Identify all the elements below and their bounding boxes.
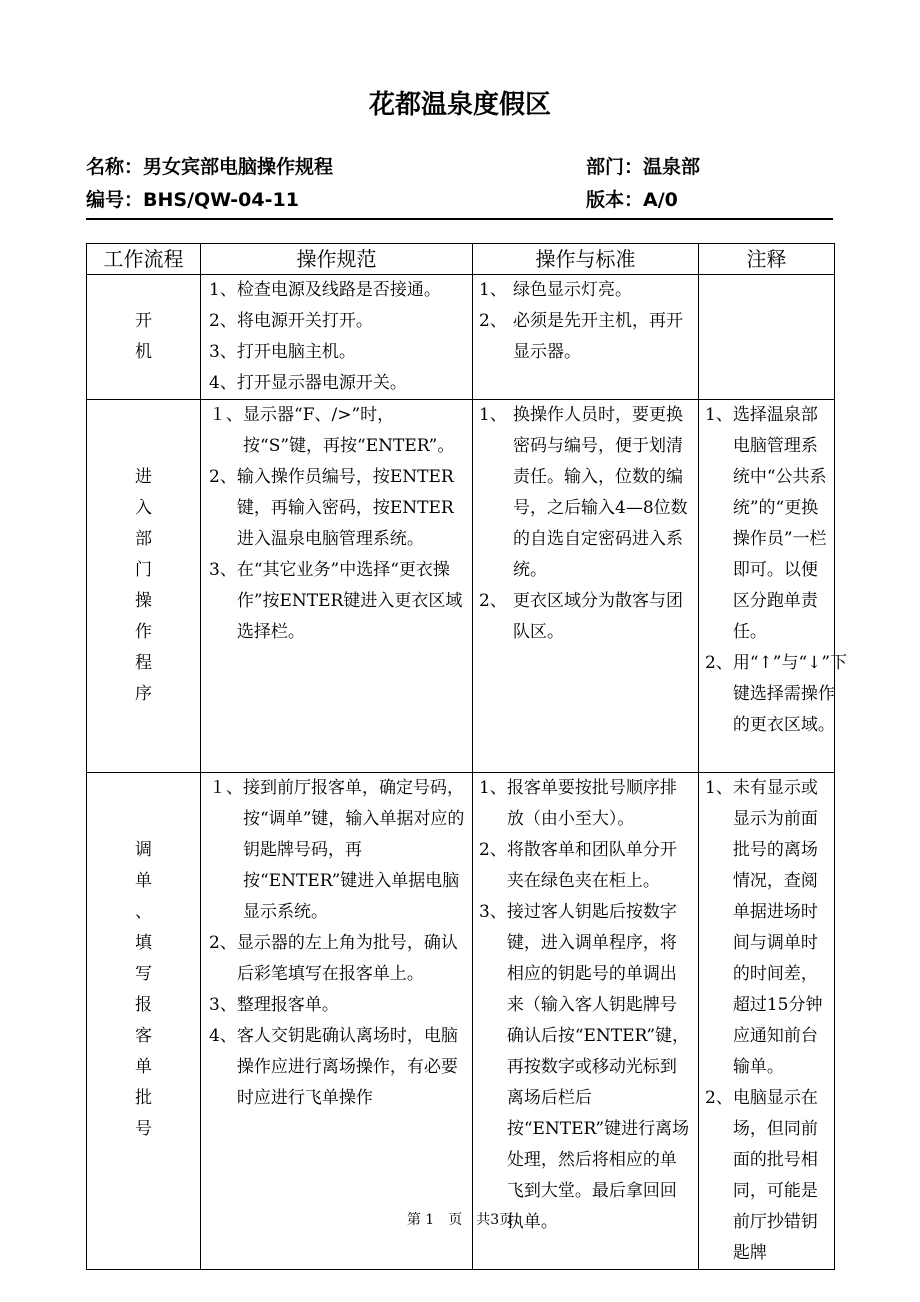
item-text: 检查电源及线路是否接通。	[236, 280, 441, 300]
department-label: 部门：	[586, 156, 644, 178]
item-number: １、	[209, 778, 243, 798]
doc-name-value: 男女宾部电脑操作规程	[143, 156, 334, 178]
table-header-row	[87, 244, 835, 275]
list-item	[209, 400, 466, 462]
item-number: 2、	[209, 933, 237, 953]
item-text: 报客单要按批号顺序排放（由小至大）。	[506, 778, 677, 829]
list-item	[705, 400, 828, 648]
item-text: 选择温泉部电脑管理系统中“公共系统”的“更换操作员”一栏即可。以便区分跑单责任。	[732, 405, 827, 642]
list-item	[705, 648, 848, 741]
item-text: 用“↑”与“↓”下键选择需操作的更衣区域。	[732, 653, 848, 735]
doc-version	[586, 185, 678, 212]
process-char: 部	[135, 529, 152, 549]
process-char: 开	[135, 311, 152, 331]
process-char: 客	[135, 1026, 152, 1046]
process-char: 写	[135, 964, 152, 984]
item-text: 绿色显示灯亮。	[513, 280, 632, 300]
item-text: 必须是先开主机，再开显示器。	[513, 311, 683, 362]
item-text: 整理报客单。	[236, 995, 339, 1015]
item-number: 2、	[209, 311, 237, 331]
list-item	[479, 773, 692, 835]
process-char: 、	[135, 902, 152, 922]
table-row	[87, 275, 835, 400]
process-char: 单	[135, 1057, 152, 1077]
column-header-standard: 操作与标准	[473, 244, 699, 275]
list-item	[209, 1021, 466, 1114]
list-item	[479, 835, 692, 897]
spec-cell	[201, 275, 473, 400]
list-item	[479, 586, 692, 648]
item-number: 3、	[209, 995, 237, 1015]
process-cell	[87, 773, 201, 1270]
notes-cell	[699, 275, 835, 400]
spec-cell	[201, 400, 473, 773]
notes-cell	[699, 400, 848, 773]
item-number: 2、	[479, 591, 507, 611]
list-item	[209, 990, 466, 1021]
item-text: 显示器的左上角为批号，确认后彩笔填写在报客单上。	[236, 933, 458, 984]
process-char: 门	[135, 560, 152, 580]
item-text: 电脑显示在场，但同前面的批号相同，可能是前厅抄错钥匙牌	[732, 1088, 818, 1263]
list-item	[479, 275, 692, 306]
item-text: 在“其它业务”中选择“更衣操作”按ENTER键进入更衣区域选择栏。	[236, 560, 463, 642]
standard-cell	[473, 773, 699, 1270]
item-text: 显示器“F、/>”时，按“S”键，再按“ENTER”。	[243, 405, 455, 456]
spec-cell	[201, 773, 473, 1270]
item-text: 客人交钥匙确认离场时，电脑操作应进行离场操作，有必要时应进行飞单操作	[236, 1026, 458, 1108]
process-char: 操	[135, 591, 152, 611]
process-char: 进	[135, 467, 152, 487]
item-text: 打开显示器电源开关。	[236, 373, 407, 393]
item-number: 1、	[209, 280, 237, 300]
process-char: 调	[135, 840, 152, 860]
list-item	[209, 462, 466, 555]
list-item	[705, 1083, 828, 1269]
item-text: 将电源开关打开。	[236, 311, 373, 331]
item-number: 1、	[705, 778, 733, 798]
item-number: 2、	[209, 467, 237, 487]
doc-version-label: 版本：	[586, 189, 644, 211]
item-text: 接到前厅报客单，确定号码，按“调单”键，输入单据对应的钥匙牌号码，再按“ENTER”键进入单据电脑显示系统。	[243, 778, 465, 922]
item-number: 2、	[479, 840, 507, 860]
list-item	[209, 337, 466, 368]
item-text: 打开电脑主机。	[236, 342, 356, 362]
item-number: 1、	[479, 280, 507, 300]
column-header-spec: 操作规范	[201, 244, 473, 275]
item-number: 1、	[479, 405, 507, 425]
process-char: 填	[135, 933, 152, 953]
item-number: 3、	[209, 342, 237, 362]
list-item	[209, 928, 466, 990]
department	[586, 152, 700, 179]
list-item	[209, 368, 466, 399]
department-value: 温泉部	[643, 156, 701, 178]
doc-code-label: 编号：	[86, 189, 144, 211]
table-row	[87, 400, 835, 773]
item-text: 更衣区域分为散客与团队区。	[513, 591, 683, 642]
process-char: 报	[135, 995, 152, 1015]
list-item	[479, 897, 692, 1238]
column-header-process: 工作流程	[87, 244, 201, 275]
procedure-table	[86, 243, 848, 1270]
item-number: 1、	[705, 405, 733, 425]
table-row	[87, 773, 835, 1270]
doc-code-value: BHS/QW-04-11	[143, 189, 299, 211]
doc-name	[86, 152, 333, 179]
list-item	[209, 275, 466, 306]
process-char: 序	[135, 684, 152, 704]
process-cell	[87, 275, 201, 400]
item-number: 4、	[209, 1026, 237, 1046]
list-item	[209, 306, 466, 337]
doc-version-value: A/0	[643, 189, 678, 211]
process-char: 程	[135, 653, 152, 673]
item-number: 3、	[479, 902, 507, 922]
process-char: 入	[135, 498, 152, 518]
item-text: 输入操作员编号，按ENTER键，再输入密码，按ENTER进入温泉电脑管理系统。	[236, 467, 454, 549]
list-item	[705, 773, 828, 1083]
doc-name-label: 名称：	[86, 156, 144, 178]
doc-code	[86, 185, 299, 212]
item-number: 2、	[705, 653, 733, 673]
list-item	[209, 555, 466, 648]
item-number: 1、	[479, 778, 507, 798]
column-header-notes: 注释	[699, 244, 835, 275]
page-footer: 第 1 页 共3页	[406, 1212, 514, 1228]
notes-cell	[699, 773, 835, 1270]
item-number: 3、	[209, 560, 237, 580]
process-char: 单	[135, 871, 152, 891]
header-divider	[86, 218, 833, 220]
item-text: 未有显示或显示为前面批号的离场情况，查阅单据进场时间与调单时的时间差，超过15分钟应通知前台输单。	[732, 778, 823, 1077]
standard-cell	[473, 275, 699, 400]
item-number: １、	[209, 405, 243, 425]
process-char: 批	[135, 1088, 152, 1108]
item-text: 接过客人钥匙后按数字键，进入调单程序，将相应的钥匙号的单调出来（输入客人钥匙牌号确认后按“ENTER”键，再按数字或移动光标到离场后栏后按“ENTER”键进行离场处理，然后将相应的单飞到大堂。最后拿回回执单。	[506, 902, 690, 1232]
company-title: 花都温泉度假区	[368, 90, 551, 120]
process-char: 作	[135, 622, 152, 642]
process-char: 机	[135, 342, 152, 362]
process-char: 号	[135, 1119, 152, 1139]
list-item	[479, 306, 692, 368]
item-text: 换操作人员时，要更换密码与编号，便于划清责任。输入，位数的编号，之后输入4—8位数的自选自定密码进入系统。	[513, 405, 688, 580]
standard-cell	[473, 400, 699, 773]
item-text: 将散客单和团队单分开夹在绿色夹在柜上。	[506, 840, 677, 891]
list-item	[479, 400, 692, 586]
process-cell	[87, 400, 201, 773]
list-item	[209, 773, 466, 928]
item-number: 2、	[479, 311, 507, 331]
item-number: 2、	[705, 1088, 733, 1108]
item-number: 4、	[209, 373, 237, 393]
